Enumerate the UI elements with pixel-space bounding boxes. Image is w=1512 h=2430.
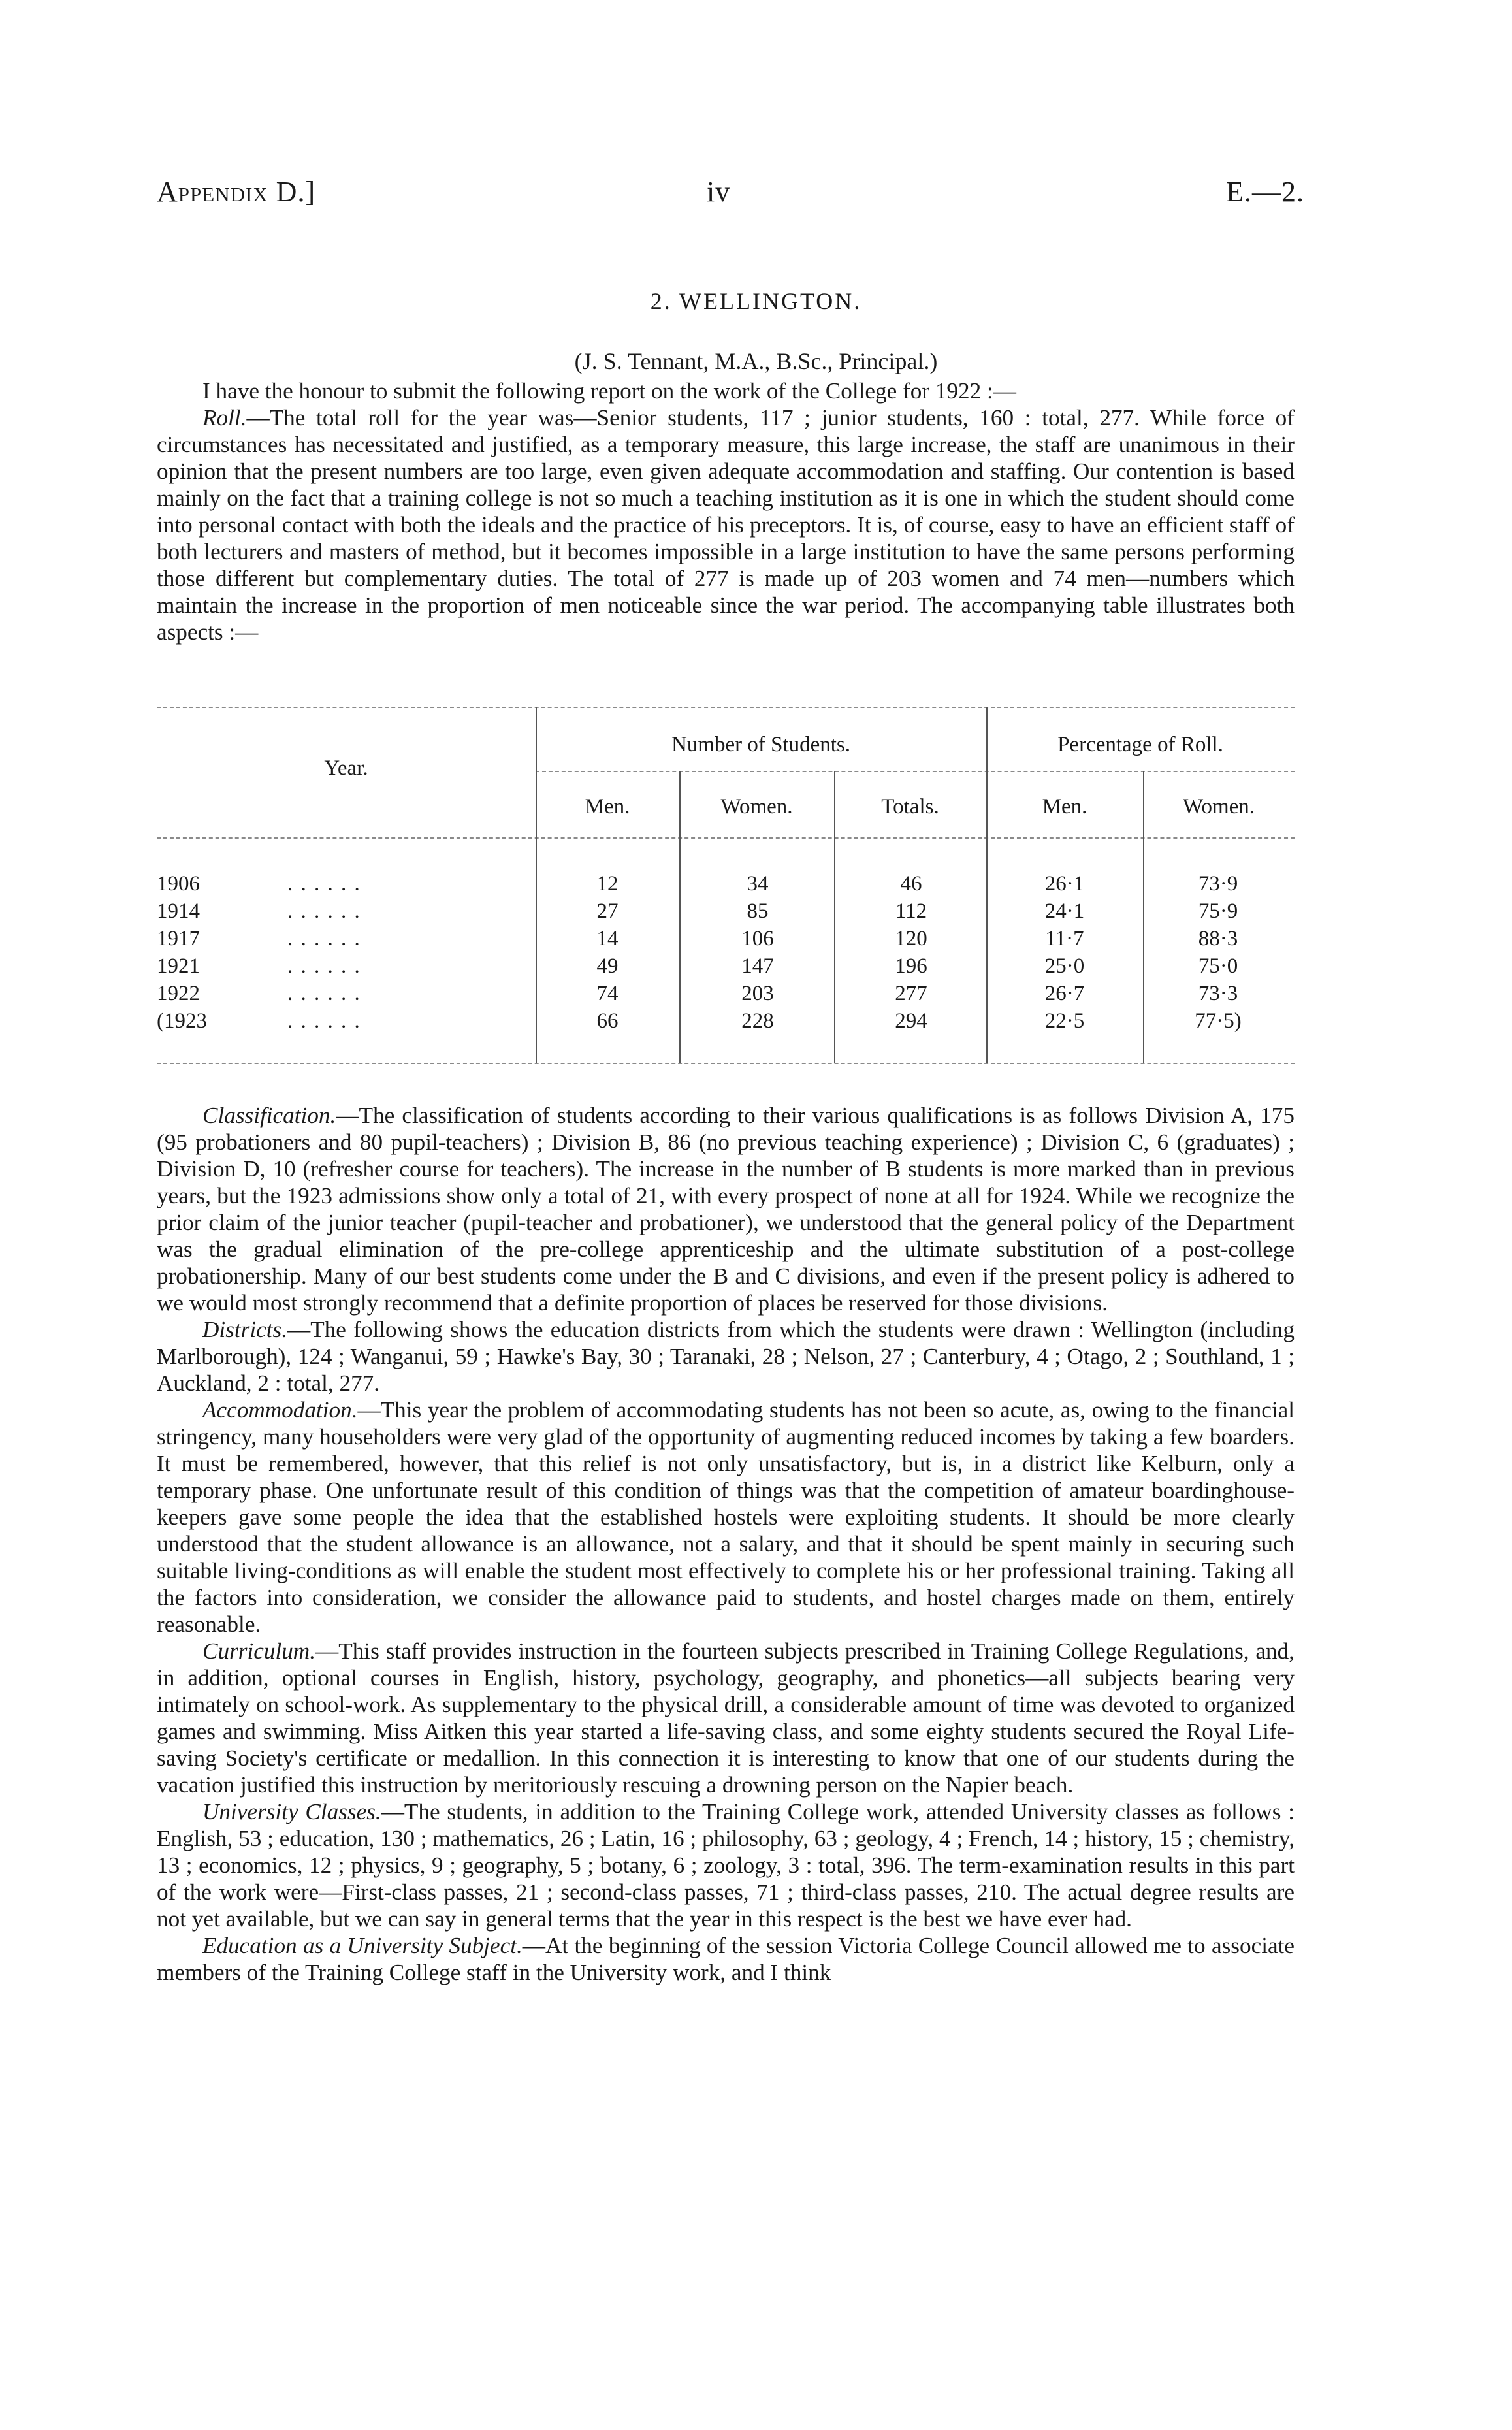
row-year: 1921	[157, 954, 200, 978]
row-women: 228	[741, 1009, 774, 1033]
classification-text: —The classification of students according to their various qualifications is as follows Division A, 175 (95 probationers and 80 pupil-teachers) ; Division B, 86 (no previous teaching experience) ; Division C, 6 (graduates) ; Division D, 10 (refresher course for teachers). The increase in the number of B students is more marked than in previous years, but the 1923 admissions show only a total of 21, with every prospect of none at all for 1924. While we recognize the prior claim of the junior teacher (pupil-teacher and probationer), we understood that the general policy of the Department was the gradual elimination of the pre-college apprenticeship and the ultimate substitution of a post-college probationership. Many of our best students come under the B and C divisions, and even if the present policy is adhered to we would most strongly recommend that a definite proportion of places be reserved for those divisions.	[157, 1103, 1295, 1316]
col-header-totals: Totals.	[881, 795, 939, 818]
row-pct-women: 75·9	[1198, 899, 1238, 923]
roll-heading: Roll.	[202, 405, 247, 430]
roll-text: —The total roll for the year was—Senior students, 117 ; junior students, 160 : total, 277. While force of circumstances has necessitated and justified, as a temporary measure, this large increase, the staff are unanimous in their opinion that the present numbers are too large, even given adequate accommodation and staffing. Our contention is based mainly on the fact that a training college is not so much a teaching institution as it is one in which the student should come into personal contact with both the ideals and the practice of his preceptors. It is, of course, easy to have an efficient staff of both lecturers and masters of method, but it becomes impossible in a large institution to have the same persons performing those different but complementary duties. The total of 277 is made up of 203 women and 74 men—numbers which maintain the increase in the proportion of men noticeable since the war period. The accompanying table illustrates both aspects :—	[157, 405, 1295, 645]
classification-paragraph	[157, 1102, 1295, 1316]
row-leader-dots: . . . . . .	[287, 954, 361, 978]
accommodation-heading: Accommodation.	[202, 1397, 358, 1423]
group-rule	[536, 771, 1295, 772]
row-pct-women: 88·3	[1198, 927, 1238, 950]
districts-paragraph	[157, 1316, 1295, 1397]
row-year: 1906	[157, 872, 200, 896]
row-totals: 294	[895, 1009, 927, 1033]
education-university-paragraph	[157, 1932, 1295, 1986]
row-year: 1914	[157, 899, 200, 923]
curriculum-text: —This staff provides instruction in the fourteen subjects prescribed in Training College Regulations, and, in addition, optional courses in English, history, psychology, geography, and phonetics—all subjects bearing very intimately on school-work. As supplementary to the physical drill, a considerable amount of time was devoted to organized games and swimming. Miss Aitken this year started a life-saving class, and some eighty students secured the Royal Life-saving Society's certificate or medallion. In this connection it is interesting to know that one of our students during the vacation justified this instruction by meritoriously rescuing a drowning person on the Napier beach.	[157, 1638, 1295, 1798]
row-totals: 112	[895, 899, 927, 923]
table-row	[157, 872, 1295, 899]
row-women: 85	[747, 899, 769, 923]
row-pct-women: 73·3	[1198, 982, 1238, 1005]
university-classes-text: —The students, in addition to the Training College work, attended University classes as follows : English, 53 ; education, 130 ; mathematics, 26 ; Latin, 16 ; philosophy, 63 ; geology, 4 ; French, 14 ; history, 15 ; chemistry, 13 ; economics, 12 ; physics, 9 ; geography, 5 ; botany, 6 ; zoology, 3 : total, 396. The term-examination results in this part of the work were—First-class passes, 21 ; second-class passes, 71 ; third-class passes, 210. The actual degree results are not yet available, but we can say in general terms that the year in this respect is the best we have ever had.	[157, 1799, 1295, 1932]
section-title: 2. WELLINGTON.	[650, 288, 862, 314]
row-leader-dots: . . . . . .	[287, 899, 361, 923]
university-classes-paragraph	[157, 1798, 1295, 1932]
row-year: 1917	[157, 927, 200, 950]
row-men: 14	[596, 927, 619, 950]
row-year: 1922	[157, 982, 200, 1005]
row-totals: 46	[900, 872, 922, 896]
principal-byline: (J. S. Tennant, M.A., B.Sc., Principal.)	[574, 348, 938, 374]
row-leader-dots: . . . . . .	[287, 927, 361, 950]
row-men: 74	[596, 982, 619, 1005]
row-pct-men: 26·7	[1044, 982, 1085, 1005]
row-totals: 196	[895, 954, 927, 978]
page-number: iv	[707, 176, 731, 208]
intro-paragraph: I have the honour to submit the following report on the work of the College for 1922 :—	[202, 378, 1016, 404]
curriculum-paragraph	[157, 1638, 1295, 1798]
row-pct-women: 75·0	[1198, 954, 1238, 978]
table-bottom-rule	[157, 1063, 1295, 1064]
report-intro	[157, 378, 1295, 645]
row-men: 49	[596, 954, 619, 978]
row-totals: 120	[895, 927, 927, 950]
table-top-rule	[157, 707, 1295, 708]
row-year: (1923	[157, 1009, 207, 1033]
row-pct-men: 11·7	[1045, 927, 1084, 950]
roll-paragraph	[157, 404, 1295, 645]
row-pct-men: 24·1	[1044, 899, 1085, 923]
appendix-label: Appendix D.]	[157, 176, 316, 208]
percentage-of-roll-header: Percentage of Roll.	[1057, 733, 1223, 756]
report-sections	[157, 1102, 1295, 1986]
row-leader-dots: . . . . . .	[287, 1009, 361, 1033]
row-pct-women: 73·9	[1198, 872, 1238, 896]
row-leader-dots: . . . . . .	[287, 872, 361, 896]
row-pct-men: 22·5	[1044, 1009, 1085, 1033]
row-pct-men: 26·1	[1044, 872, 1085, 896]
university-classes-heading: University Classes.	[202, 1799, 381, 1824]
row-leader-dots: . . . . . .	[287, 982, 361, 1005]
education-university-heading: Education as a University Subject.	[202, 1933, 523, 1958]
row-women: 34	[747, 872, 769, 896]
table-row	[157, 1009, 1295, 1037]
districts-heading: Districts.	[202, 1317, 288, 1342]
row-pct-women: 77·5)	[1195, 1009, 1242, 1033]
header-bottom-rule	[157, 837, 1295, 839]
accommodation-text: —This year the problem of accommodating students has not been so acute, as, owing to the financial stringency, many householders were very glad of the opportunity of augmenting reduced incomes by taking a few boarders. It must be remembered, however, that this relief is not only unsatisfactory, but is, in a district like Kelburn, only a temporary phase. One unfortunate result of this condition of things was that the competition of amateur boardinghouse-keepers gave some people the idea that the established hostels were exploiting students. It should be more clearly understood that the student allowance is an allowance, not a salary, and that it should be spent mainly in securing such suitable living-conditions as will enable the student most effectively to complete his or her professional training. Taking all the factors into consideration, we consider the allowance paid to students, and hostel charges made on them, entirely reasonable.	[157, 1397, 1295, 1637]
row-men: 27	[596, 899, 619, 923]
accommodation-paragraph	[157, 1397, 1295, 1638]
table-row	[157, 982, 1295, 1009]
table-row	[157, 927, 1295, 954]
classification-heading: Classification.	[202, 1103, 336, 1128]
col-header-pct-men: Men.	[1042, 795, 1087, 818]
year-column-header: Year.	[324, 756, 368, 780]
table-row	[157, 954, 1295, 982]
districts-text: —The following shows the education districts from which the students were drawn : Wellington (including Marlborough), 124 ; Wanganui, 59 ; Hawke's Bay, 30 ; Taranaki, 28 ; Nelson, 27 ; Canterbury, 4 ; Otago, 2 ; Southland, 1 ; Auckland, 2 : total, 277.	[157, 1317, 1295, 1396]
row-totals: 277	[895, 982, 927, 1005]
curriculum-heading: Curriculum.	[202, 1638, 316, 1664]
table-row	[157, 899, 1295, 927]
education-university-text: —At the beginning of the session Victoria College Council allowed me to associate members of the Training College staff in the University work, and I think	[157, 1933, 1295, 1985]
number-of-students-header: Number of Students.	[671, 733, 851, 756]
row-women: 147	[741, 954, 774, 978]
col-header-pct-women: Women.	[1182, 795, 1255, 818]
col-header-men: Men.	[585, 795, 630, 818]
students-table	[157, 707, 1295, 1073]
row-women: 106	[741, 927, 774, 950]
row-men: 12	[596, 872, 619, 896]
row-women: 203	[741, 982, 774, 1005]
document-code: E.—2.	[1226, 176, 1304, 208]
col-header-women: Women.	[720, 795, 793, 818]
row-men: 66	[596, 1009, 619, 1033]
row-pct-men: 25·0	[1044, 954, 1085, 978]
